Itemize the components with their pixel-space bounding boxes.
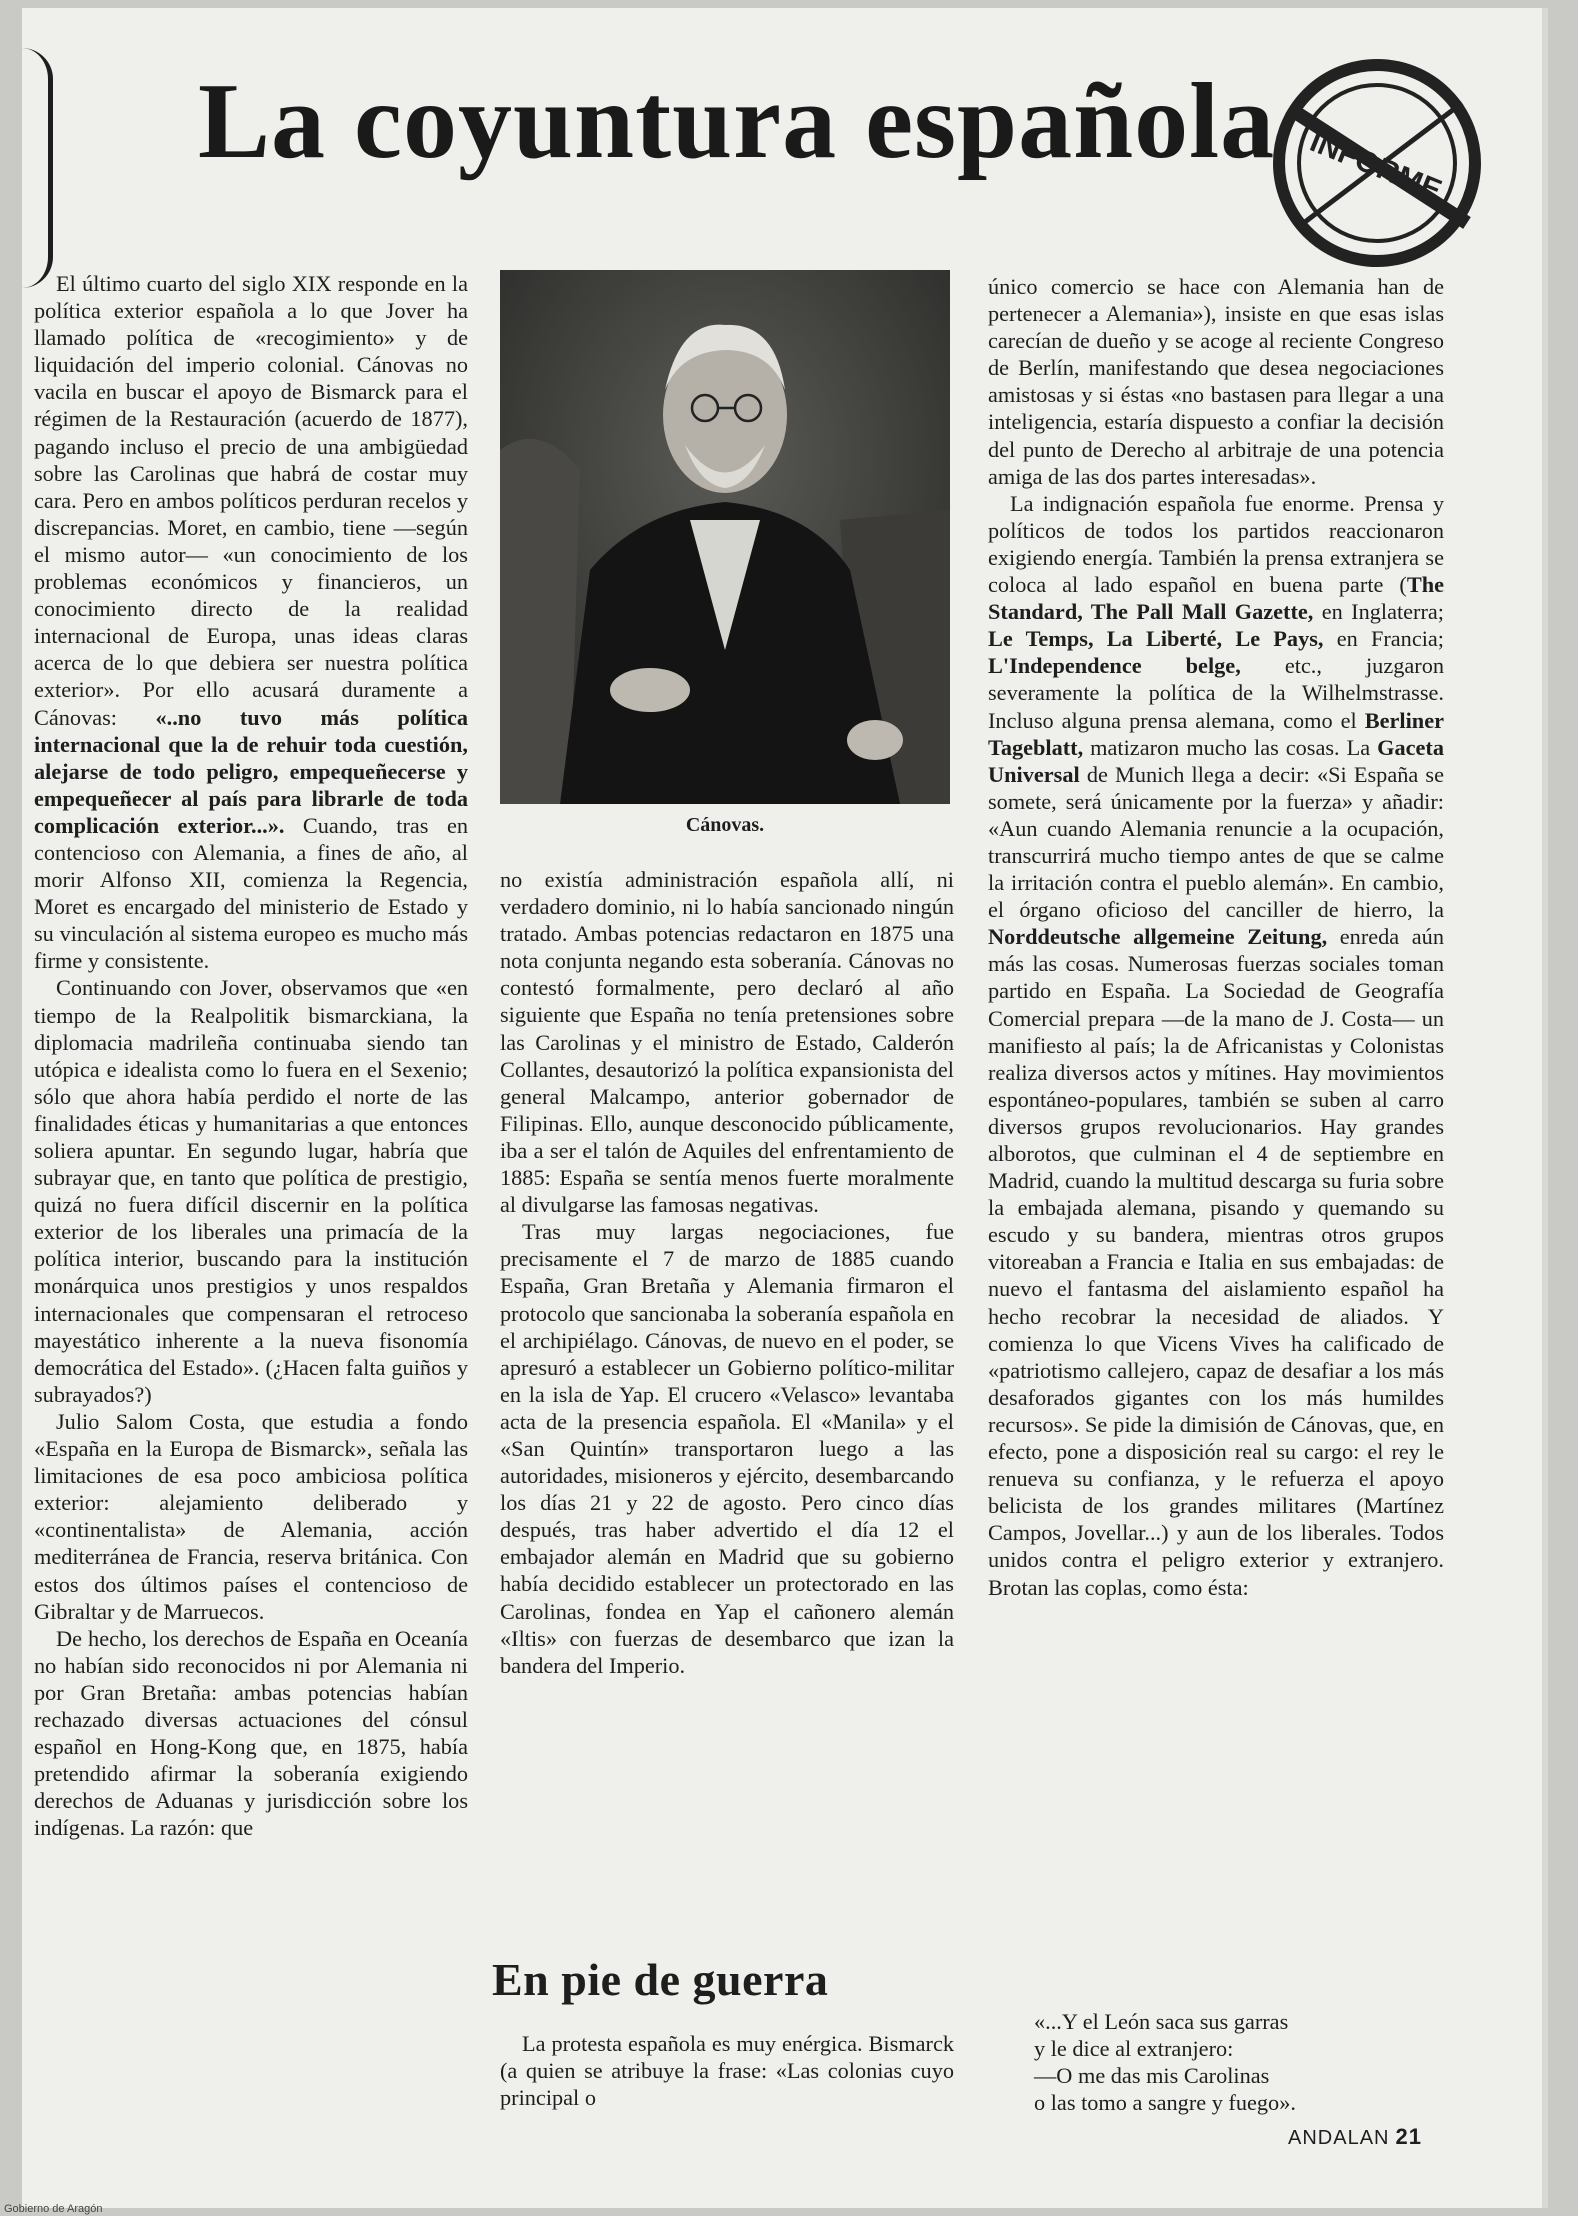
stamp-label: INFORME	[1305, 125, 1446, 208]
verse-block	[1034, 2008, 1454, 2116]
col1-paragraph-4: De hecho, los derechos de España en Oceanía no habían sido reconocidos ni por Alemania ni por Gran Bretaña: ambas potencias habían rechazado diversas actuaciones del cónsul español en Hong-Kong que, en 1875, había pretendido afirmar la soberanía exigiendo derechos de Aduanas y jurisdicción sobre los indígenas. La razón: que	[34, 1625, 468, 1841]
col3-paragraph-1: único comercio se hace con Alemania han de pertenecer a Alemania»), insiste en que esas islas carecían de dueño y se acoge al reciente Congreso de Berlín, manifestando que desea negociaciones amistosas y si éstas «no bastasen para llegar a una inteligencia, estaría dispuesto a confiar la decisión del punto de Derecho al arbitraje de una potencia amiga de las dos partes interesadas».	[988, 274, 1444, 489]
column-2	[500, 866, 954, 1679]
col1-paragraph-3: Julio Salom Costa, que estudia a fondo «España en la Europa de Bismarck», señala las limitaciones de esa poco ambiciosa política exterior: alejamiento deliberado y «continentalista» de Alemania, acción mediterránea de Francia, reserva británica. Con estos dos últimos países el contencioso de Gibraltar y de Marruecos.	[34, 1408, 468, 1624]
section-heading: En pie de guerra	[492, 1954, 829, 2005]
verse-line: o las tomo a sangre y fuego».	[1034, 2090, 1296, 2116]
col1-paragraph-2: Continuando con Jover, observamos que «en tiempo de la Realpolitik bismarckiana, la diplomacia madrileña continuaba siendo tan utópica e idealista como lo fuera en el Sexenio; sólo que ahora había perdido el norte de las finalidades éticas y humanitarias a que entonces soliera apuntar. En segundo lugar, habría que subrayar que, en tanto que política de prestigio, quizá no fuera difícil discernir en la política exterior de los liberales una primacía de la política interior, buscando para la institución monárquica unos prestigios y unos respaldos internacionales que compensaran el retroceso mayestático inherente a la nueva fisonomía democrática del Estado». (¿Hacen falta guiños y subrayados?)	[34, 975, 468, 1407]
column-1	[34, 270, 468, 1841]
moret-quote: «..no tuvo más política internacional que la de rehuir toda cuestión, alejarse de todo peligro, empequeñecerse y empequeñecer al país para librarle de toda complicación exterior...».	[34, 704, 468, 838]
col2-paragraph-2: Tras muy largas negociaciones, fue precisamente el 7 de marzo de 1885 cuando España, Gran Bretaña y Alemania firmaron el protocolo que sancionaba la soberanía española en el archipiélago. Cánovas, de nuevo en el poder, se apresuró a establecer un Gobierno político-militar en la isla de Yap. El crucero «Velasco» levantaba acta de la presencia española. El «Manila» y el «San Quintín» transportaron luego a las autoridades, misioneros y ejército, desembarcando los días 21 y 22 de agosto. Pero cinco días después, tras haber advertido el día 12 el embajador alemán en Madrid que su gobierno había decidido establecer un protectorado en las Carolinas, fondea en Yap el cañonero alemán «Iltis» con fuerzas de desembarco que izan la bandera del Imperio.	[500, 1219, 954, 1678]
page-number: 21	[1395, 2124, 1422, 2149]
col1-paragraph-1: El último cuarto del siglo XIX responde en la política exterior española a lo que Jover ha llamado política de «recogimiento» y de liquidación del imperio colonial. Cánovas no vacila en buscar el apoyo de Bismarck para el régimen de la Restauración (acuerdo de 1877), pagando incluso el precio de una ambigüedad sobre las Carolinas que habrá de costar muy cara. Pero en ambos políticos perduran recelos y discrepancias. Moret, en cambio, tiene —según el mismo autor— «un conocimiento de los problemas económicos y financieros, un conocimiento directo de la realidad internacional de Europa, unas ideas claras acerca de lo que debiera ser nuestra política exterior». Por ello acusará duramente a Cánovas: «..no tuvo más política internacional que la de rehuir toda cuestión, alejarse de todo peligro, empequeñecerse y empequeñecer al país para librarle de toda complicación exterior...». Cuando, tras en contencioso con Alemania, a fines de año, al morir Alfonso XII, comienza la Regencia, Moret es encargado del ministerio de Estado y su vinculación al sistema europeo es mucho más firme y consistente.	[34, 271, 468, 974]
col2-paragraph-1: no existía administración española allí, ni verdadero dominio, ni lo había sancionado ningún tratado. Ambas potencias redactaron en 1875 una nota conjunta negando esta soberanía. Cánovas no contestó formalmente, pero declaró al año siguiente que España no tenía pretensiones sobre las Carolinas y el ministro de Estado, Calderón Collantes, desautorizó la política expansionista del general Malcampo, anterior gobernador de Filipinas. Ello, aunque desconocido públicamente, iba a ser el talón de Aquiles del enfrentamiento de 1885: España se sentía menos fuerte moralmente al divulgarse las famosas negativas.	[500, 867, 954, 1218]
magazine-page	[22, 8, 1548, 2208]
verse-line: y le dice al extranjero:	[1034, 2036, 1234, 2062]
column-2-continued	[500, 2030, 954, 2111]
magazine-name: ANDALAN	[1288, 2127, 1390, 2149]
archive-credit: Gobierno de Aragón	[4, 2203, 103, 2215]
photo-caption: Cánovas.	[685, 814, 765, 836]
canovas-portrait	[500, 270, 950, 804]
verse-line: «...Y el León saca sus garras	[1034, 2009, 1289, 2034]
informe-stamp-icon	[1257, 48, 1497, 278]
article-title: La coyuntura española	[198, 62, 1276, 181]
col3-paragraph-2: La indignación española fue enorme. Prensa y políticos de todos los partidos reaccionaron exigiendo energía. También la prensa extranjera se coloca al lado español en buena parte (The Standard, The Pall Mall Gazette, en Inglaterra; Le Temps, La Liberté, Le Pays, en Francia; L'Independence belge, etc., juzgaron severamente la política de la Wilhelmstrasse. Incluso alguna prensa alemana, como el Berliner Tageblatt, matizaron mucho las cosas. La Gaceta Universal de Munich llega a decir: «Si España se somete, será únicamente por la fuerza» y añadir: «Aun cuando Alemania renuncie a la ocupación, transcurrirá mucho tiempo antes de que se calme la irritación contra el pueblo alemán». En cambio, el órgano oficioso del canciller de hierro, la Norddeutsche allgemeine Zeitung, enreda aún más las cosas. Numerosas fuerzas sociales toman partido en España. La Sociedad de Geografía Comercial prepara —de la mano de J. Costa— un manifiesto al país; la de Africanistas y Colonistas realiza diversos actos y mítines. Hay movimientos espontáneo-populares, también se suben al carro diversos grupos revolucionarios. Hay grandes alborotos, que culminan el 4 de septiembre en Madrid, cuando la multitud descarga su furia sobre la embajada alemana, pisando y quemando su escudo y su bandera, mientras otros grupos vitoreaban a Francia e Italia en sus embajadas: de nuevo el fantasma del aislamiento español ha hecho recobrar la necesidad de aliados. Y comienza lo que Vicens Vives ha calificado de «patriotismo callejero, capaz de desafiar a los más desaforados gigantes con los más humildes recursos». Se pide la dimisión de Cánovas, que, en efecto, pone a disposición real su cargo: el rey le renueva su confianza, y le refuerza el apoyo belicista de los grandes militares (Martínez Campos, Jovellar...) y aun de los liberales. Todos unidos contra el peligro exterior y extranjero. Brotan las coplas, como ésta:	[988, 490, 1445, 1600]
col2-paragraph-3: La protesta española es muy enérgica. Bismarck (a quien se atribuye la frase: «Las colonias cuyo principal o	[500, 2031, 954, 2111]
binding-mark	[22, 48, 53, 288]
column-3	[988, 273, 1444, 1601]
page-footer	[1288, 2124, 1422, 2150]
verse-line: —O me das mis Carolinas	[1034, 2063, 1270, 2089]
